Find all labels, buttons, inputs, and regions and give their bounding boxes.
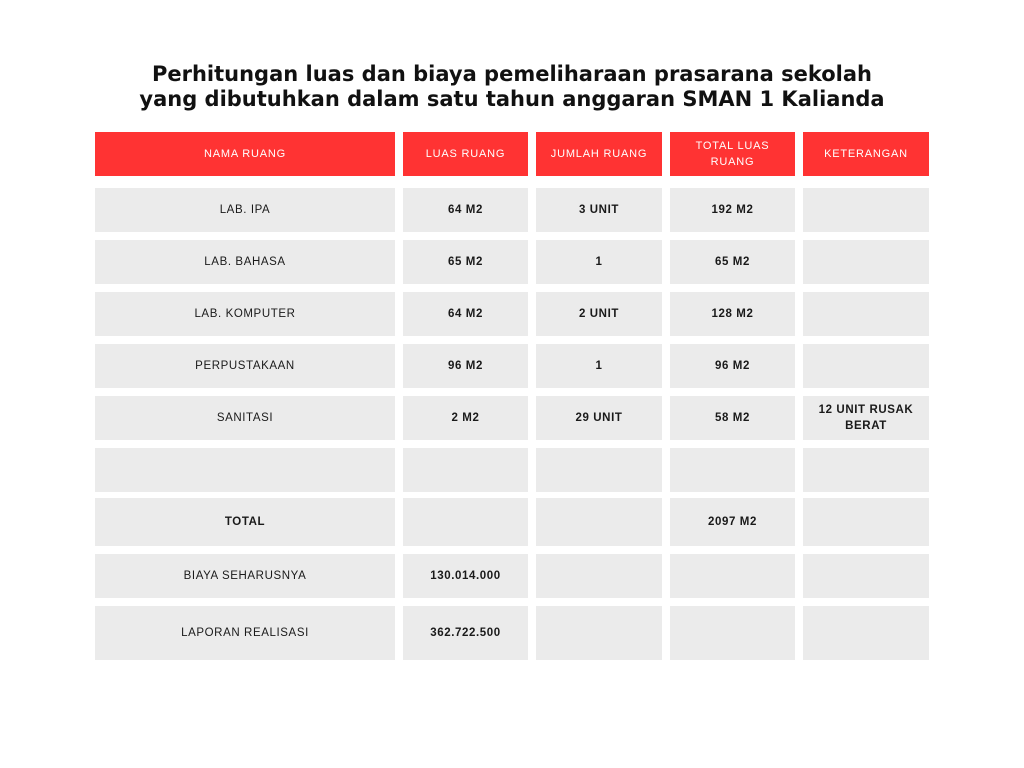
biaya-total	[670, 554, 795, 598]
total-jumlah-ruang	[536, 498, 662, 546]
laporan-total	[670, 606, 795, 660]
cell-luas-ruang: 64 M2	[403, 292, 528, 336]
table-header-row	[95, 132, 929, 176]
biaya-label: BIAYA SEHARUSNYA	[95, 554, 395, 598]
maintenance-table	[95, 132, 929, 668]
table-row	[95, 396, 929, 440]
cell-keterangan	[803, 292, 929, 336]
cell-total-luas: 192 M2	[670, 188, 795, 232]
cell-jumlah-ruang: 1	[536, 240, 662, 284]
biaya-keterangan	[803, 554, 929, 598]
header-luas-ruang: LUAS RUANG	[403, 132, 528, 176]
cell-nama-ruang: LAB. BAHASA	[95, 240, 395, 284]
cell-jumlah-ruang	[536, 448, 662, 492]
table-row-laporan	[95, 606, 929, 660]
header-total-luas-ruang: TOTAL LUAS RUANG	[670, 132, 795, 176]
biaya-jumlah	[536, 554, 662, 598]
cell-keterangan	[803, 240, 929, 284]
cell-total-luas: 96 M2	[670, 344, 795, 388]
table-row-empty	[95, 448, 929, 492]
cell-jumlah-ruang: 29 UNIT	[536, 396, 662, 440]
header-jumlah-ruang: JUMLAH RUANG	[536, 132, 662, 176]
cell-total-luas: 128 M2	[670, 292, 795, 336]
cell-keterangan	[803, 448, 929, 492]
cell-keterangan	[803, 188, 929, 232]
cell-nama-ruang: PERPUSTAKAAN	[95, 344, 395, 388]
cell-nama-ruang: LAB. KOMPUTER	[95, 292, 395, 336]
cell-luas-ruang	[403, 448, 528, 492]
total-luas-value: 2097 M2	[670, 498, 795, 546]
table-row-total	[95, 498, 929, 546]
biaya-value: 130.014.000	[403, 554, 528, 598]
total-label: TOTAL	[95, 498, 395, 546]
cell-luas-ruang: 2 M2	[403, 396, 528, 440]
cell-nama-ruang	[95, 448, 395, 492]
cell-keterangan	[803, 344, 929, 388]
table-row	[95, 344, 929, 388]
cell-total-luas: 58 M2	[670, 396, 795, 440]
cell-nama-ruang: LAB. IPA	[95, 188, 395, 232]
title-line-2: yang dibutuhkan dalam satu tahun anggaran SMAN 1 Kalianda	[139, 87, 885, 111]
header-keterangan: KETERANGAN	[803, 132, 929, 176]
table-row	[95, 240, 929, 284]
cell-luas-ruang: 65 M2	[403, 240, 528, 284]
total-luas-ruang	[403, 498, 528, 546]
table-row	[95, 292, 929, 336]
laporan-keterangan	[803, 606, 929, 660]
cell-luas-ruang: 64 M2	[403, 188, 528, 232]
cell-jumlah-ruang: 1	[536, 344, 662, 388]
cell-luas-ruang: 96 M2	[403, 344, 528, 388]
cell-nama-ruang: SANITASI	[95, 396, 395, 440]
table-row	[95, 188, 929, 232]
cell-total-luas: 65 M2	[670, 240, 795, 284]
page-title	[0, 62, 1024, 112]
laporan-label: LAPORAN REALISASI	[95, 606, 395, 660]
laporan-value: 362.722.500	[403, 606, 528, 660]
title-line-1: Perhitungan luas dan biaya pemeliharaan prasarana sekolah	[151, 62, 873, 86]
total-keterangan	[803, 498, 929, 546]
laporan-jumlah	[536, 606, 662, 660]
cell-jumlah-ruang: 2 UNIT	[536, 292, 662, 336]
cell-total-luas	[670, 448, 795, 492]
cell-jumlah-ruang: 3 UNIT	[536, 188, 662, 232]
cell-keterangan: 12 UNIT RUSAK BERAT	[803, 396, 929, 440]
header-nama-ruang: NAMA RUANG	[95, 132, 395, 176]
table-row-biaya	[95, 554, 929, 598]
